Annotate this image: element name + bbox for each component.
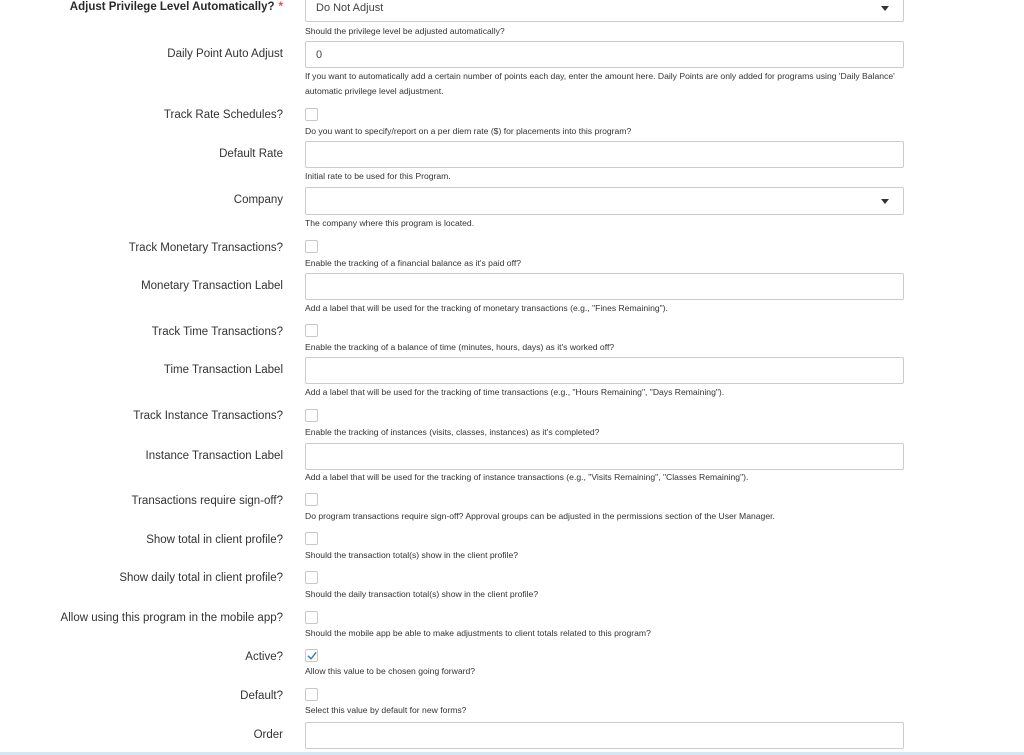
track-time-label: Track Time Transactions?: [151, 326, 283, 338]
company-help: The company where this program is located.: [305, 218, 475, 228]
track-rate-help: Do you want to specify/report on a per diem rate ($) for placements into this program?: [305, 126, 632, 136]
daily-point-label: Daily Point Auto Adjust: [167, 48, 283, 60]
show-daily-total-checkbox[interactable]: [305, 571, 318, 584]
adjust-privilege-value: Do Not Adjust: [316, 2, 384, 14]
daily-point-input[interactable]: [305, 41, 904, 68]
track-monetary-label: Track Monetary Transactions?: [128, 242, 283, 254]
default-help: Select this value by default for new forms?: [305, 705, 467, 715]
show-total-label: Show total in client profile?: [146, 534, 283, 546]
chevron-down-icon: [881, 6, 889, 11]
track-time-help: Enable the tracking of a balance of time (minutes, hours, days) as it's worked off?: [305, 342, 615, 352]
track-instance-label: Track Instance Transactions?: [133, 410, 283, 422]
mobile-app-help: Should the mobile app be able to make adjustments to client totals related to this program?: [305, 628, 651, 638]
order-input[interactable]: [305, 722, 904, 749]
checkmark-icon: [307, 651, 317, 661]
company-select[interactable]: [305, 187, 904, 215]
order-label: Order: [253, 729, 283, 741]
adjust-privilege-label: Adjust Privilege Level Automatically? *: [69, 1, 283, 13]
track-monetary-checkbox[interactable]: [305, 240, 318, 253]
default-rate-help: Initial rate to be used for this Program.: [305, 171, 451, 181]
track-instance-checkbox[interactable]: [305, 409, 318, 422]
default-rate-label: Default Rate: [219, 148, 283, 160]
required-mark: *: [278, 1, 283, 13]
company-label: Company: [233, 194, 283, 206]
adjust-privilege-select[interactable]: [305, 0, 904, 22]
mobile-app-checkbox[interactable]: [305, 611, 318, 624]
daily-point-help: If you want to automatically add a certain number of points each day, enter the amount here. Daily Points are only added for programs using 'Daily Balance' automatic privilege level adjustment.: [305, 71, 895, 96]
show-daily-total-help: Should the daily transaction total(s) show in the client profile?: [305, 589, 539, 599]
time-label-help: Add a label that will be used for the tracking of time transactions (e.g., "Hours Remaining", "Days Remaining").: [305, 387, 725, 397]
instance-label-input[interactable]: [305, 443, 904, 470]
signoff-help: Do program transactions require sign-off? Approval groups can be adjusted in the permissions section of the User Manager.: [305, 511, 775, 521]
track-instance-help: Enable the tracking of instances (visits, classes, instances) as it's completed?: [305, 427, 600, 437]
monetary-label-label: Monetary Transaction Label: [141, 280, 283, 292]
active-help: Allow this value to be chosen going forward?: [305, 666, 476, 676]
instance-label-label: Instance Transaction Label: [145, 450, 283, 462]
track-time-checkbox[interactable]: [305, 324, 318, 337]
monetary-label-input[interactable]: [305, 273, 904, 300]
default-label: Default?: [240, 690, 283, 702]
default-checkbox[interactable]: [305, 688, 318, 701]
time-label-input[interactable]: [305, 357, 904, 384]
active-checkbox[interactable]: [305, 649, 318, 662]
chevron-down-icon: [881, 199, 889, 204]
time-label-label: Time Transaction Label: [163, 364, 283, 376]
daily-point-value: 0: [316, 48, 323, 61]
show-total-help: Should the transaction total(s) show in the client profile?: [305, 550, 519, 560]
instance-label-help: Add a label that will be used for the tracking of instance transactions (e.g., "Visits Remaining", "Classes Remaining").: [305, 472, 749, 482]
mobile-app-label: Allow using this program in the mobile app?: [60, 612, 283, 624]
active-label: Active?: [245, 651, 283, 663]
signoff-label: Transactions require sign-off?: [131, 495, 283, 507]
show-total-checkbox[interactable]: [305, 532, 318, 545]
monetary-label-help: Add a label that will be used for the tracking of monetary transactions (e.g., "Fines Remaining").: [305, 303, 668, 313]
show-daily-total-label: Show daily total in client profile?: [119, 572, 283, 584]
signoff-checkbox[interactable]: [305, 493, 318, 506]
adjust-privilege-help: Should the privilege level be adjusted automatically?: [305, 26, 505, 36]
default-rate-input[interactable]: [305, 141, 904, 168]
track-monetary-help: Enable the tracking of a financial balance as it's paid off?: [305, 258, 521, 268]
track-rate-checkbox[interactable]: [305, 108, 318, 121]
track-rate-label: Track Rate Schedules?: [163, 109, 283, 121]
